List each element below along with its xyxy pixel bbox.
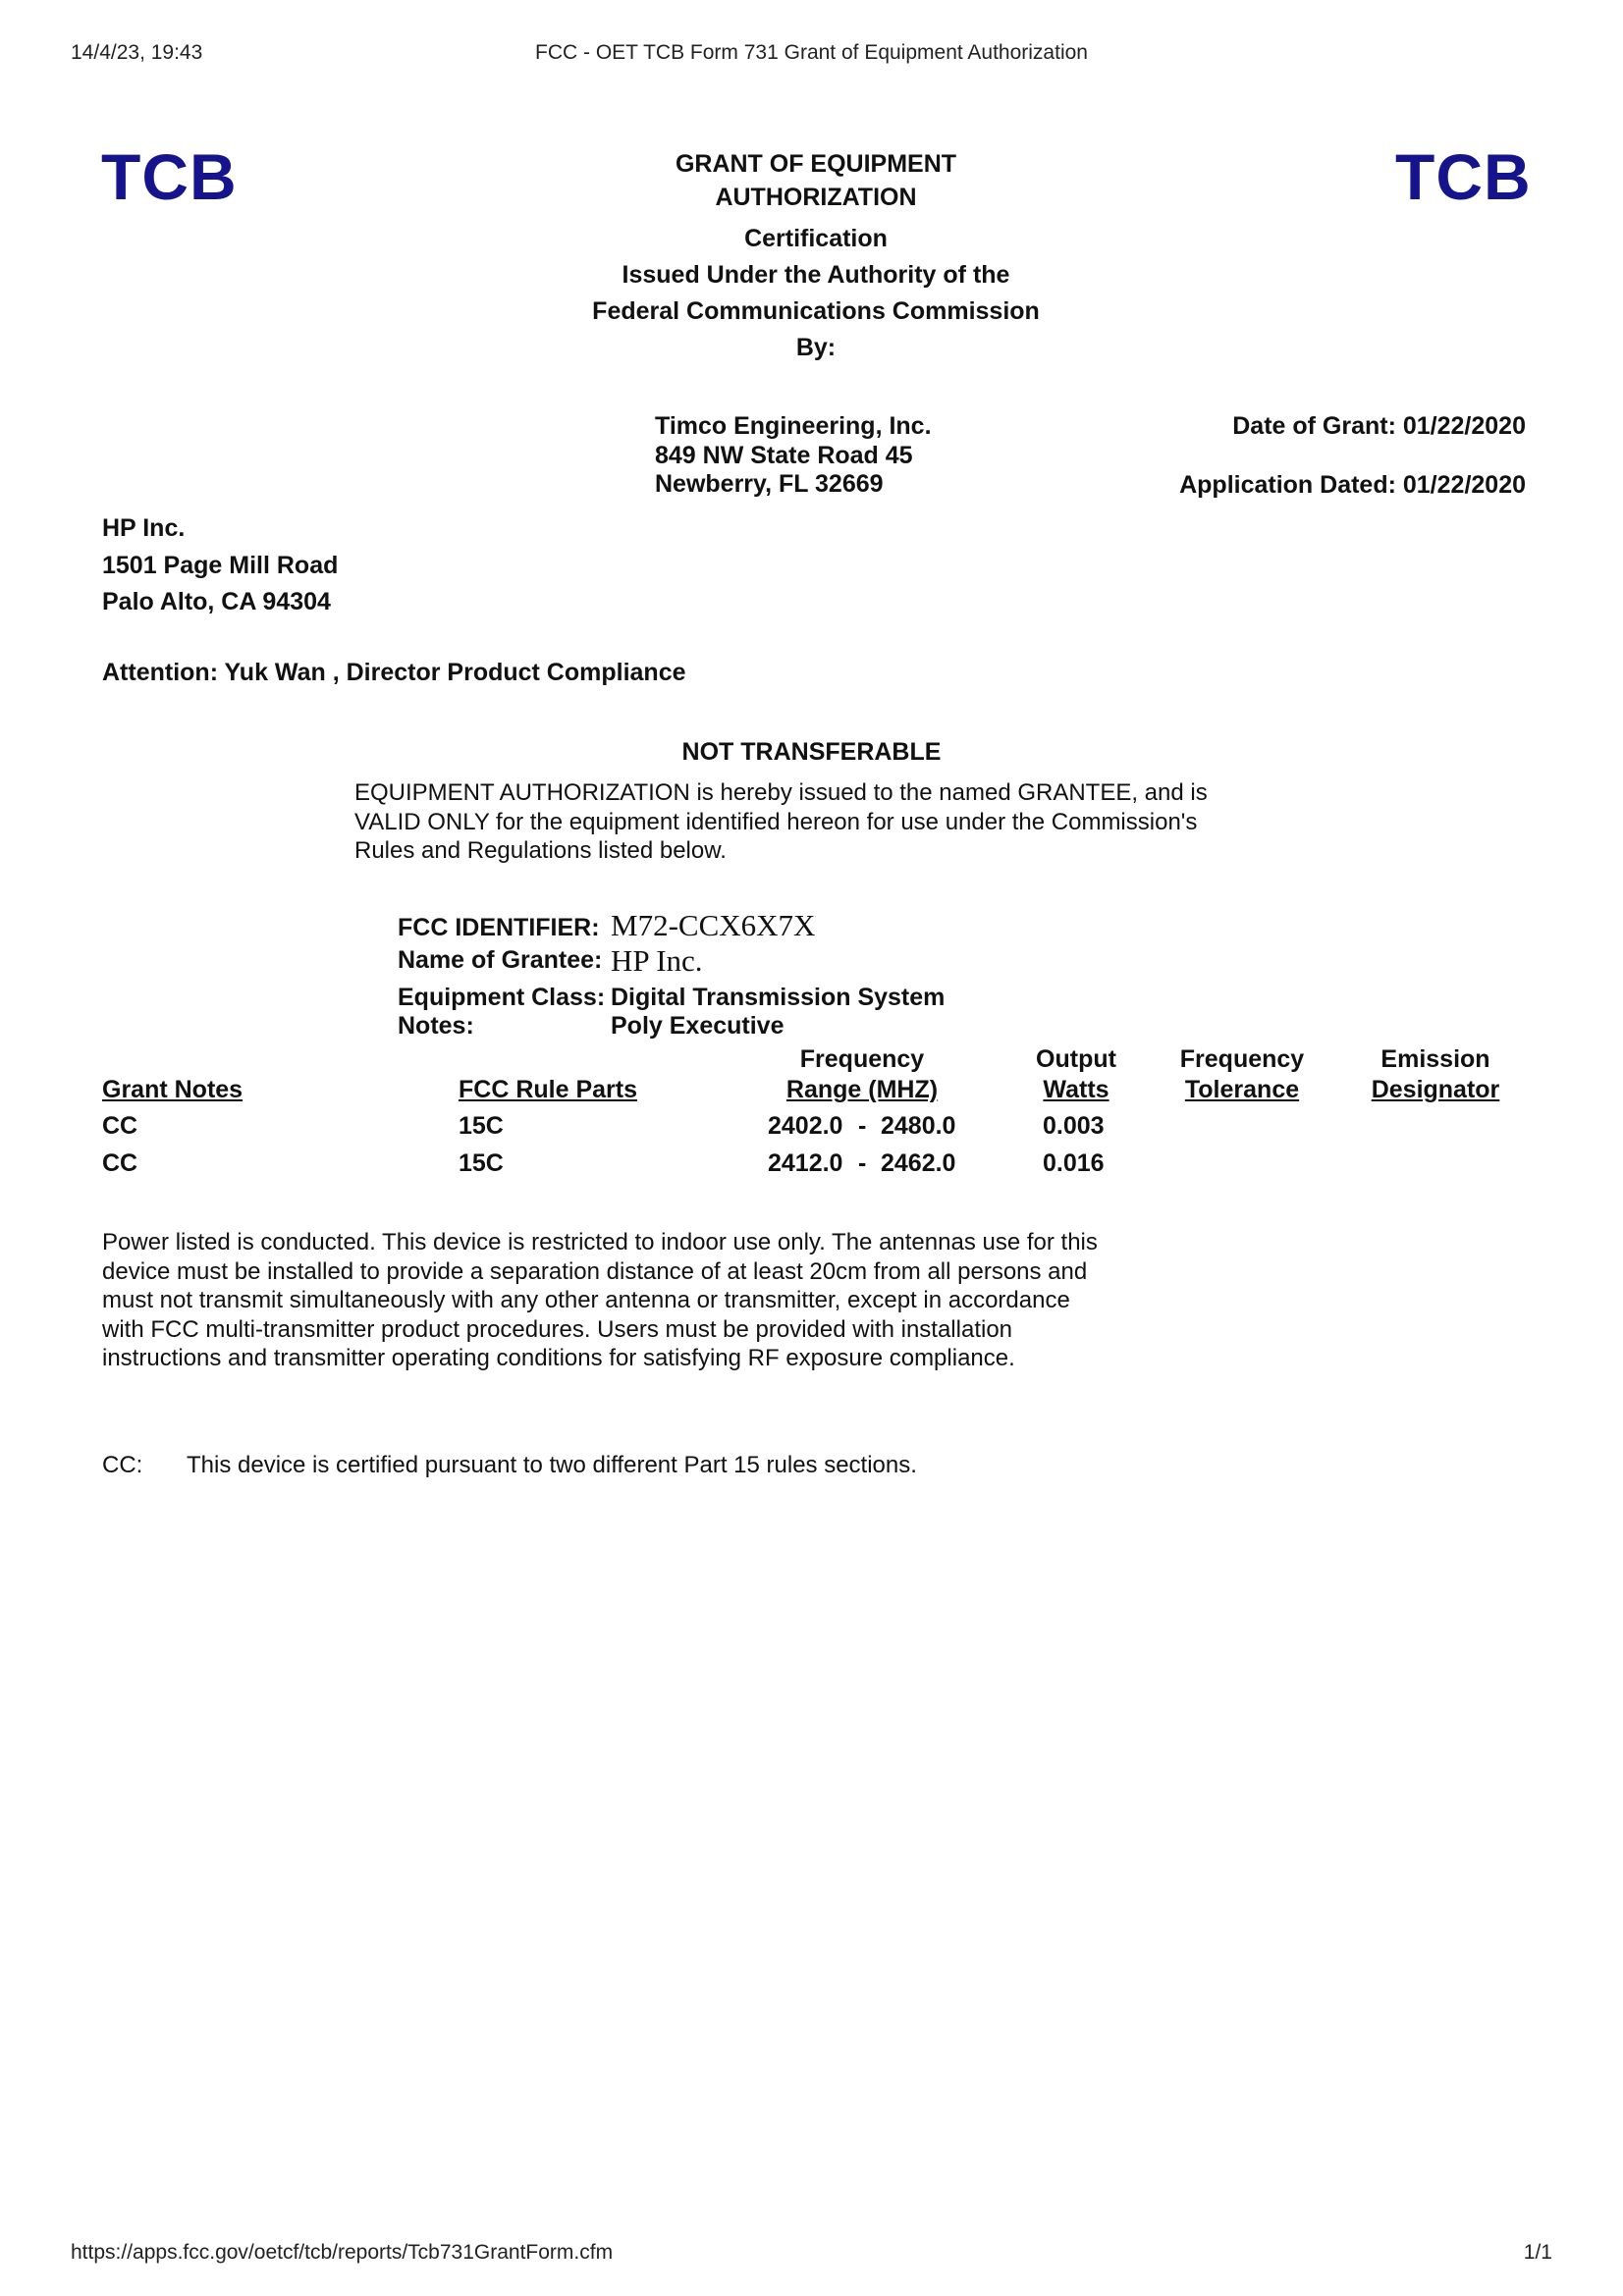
attention-line: Attention: Yuk Wan , Director Product Compliance (102, 659, 686, 686)
title-line-6: By: (795, 334, 837, 361)
header-output-watts: Output Watts (1036, 1045, 1116, 1103)
title-line-2: AUTHORIZATION (715, 184, 917, 211)
authorization-statement: EQUIPMENT AUTHORIZATION is hereby issued to the named GRANTEE, and is VALID ONLY for the equipment identified hereon for use under the Commission's Rules and Regulations listed below. (354, 779, 1208, 864)
row-frequency-separator: - (858, 1112, 867, 1140)
print-page-title: FCC - OET TCB Form 731 Grant of Equipment Authorization (535, 41, 1088, 64)
fcc-id-value: M72-CCX6X7X (611, 908, 816, 942)
row-grant-notes: CC (102, 1112, 138, 1140)
grantee-value: HP Inc. (611, 943, 703, 978)
print-url: https://apps.fcc.gov/oetcf/tcb/reports/Tcb731GrantForm.cfm (71, 2241, 614, 2264)
header-frequency-range: Frequency Range (MHZ) (785, 1045, 939, 1103)
row-frequency-high: 2462.0 (881, 1149, 956, 1177)
grantee-address-2: Palo Alto, CA 94304 (102, 588, 331, 615)
tcb-logo-left: TCB (101, 140, 238, 213)
cc-note-text: This device is certified pursuant to two different Part 15 rules sections. (187, 1452, 917, 1478)
title-line-4: Issued Under the Authority of the (622, 261, 1010, 289)
grant-conditions: Power listed is conducted. This device is restricted to indoor use only. The antennas use for this device must be installed to provide a separation distance of at least 20cm from all persons and must not transmit simultaneously with any other antenna or transmitter, except in accordance with FCC multi-transmitter product procedures. Users must be provided with installation instructions and transmitter operating conditions for satisfying RF exposure compliance. (102, 1229, 1098, 1371)
issuer-address-2: Newberry, FL 32669 (655, 470, 884, 498)
row-rule-parts: 15C (459, 1112, 504, 1140)
fcc-id-label: FCC IDENTIFIER: (398, 914, 600, 941)
date-of-grant: Date of Grant: 01/22/2020 (1232, 412, 1526, 440)
row-frequency-low: 2402.0 (768, 1112, 843, 1140)
title-line-3: Certification (744, 225, 888, 252)
issuer-block (655, 412, 932, 500)
equipment-class-label: Equipment Class: (398, 984, 606, 1011)
row-frequency-high: 2480.0 (881, 1112, 956, 1140)
tcb-logo-right: TCB (1395, 140, 1532, 213)
header-grant-notes: Grant Notes (102, 1076, 243, 1103)
title-line-1: GRANT OF EQUIPMENT (675, 150, 957, 178)
row-rule-parts: 15C (459, 1149, 504, 1177)
row-output-watts: 0.003 (1043, 1112, 1105, 1140)
header-emission-designator: Emission Designator (1371, 1045, 1500, 1103)
not-transferable-heading: NOT TRANSFERABLE (681, 738, 942, 766)
grantee-address-1: 1501 Page Mill Road (102, 551, 339, 579)
title-line-5: Federal Communications Commission (592, 297, 1040, 325)
grantee-label: Name of Grantee: (398, 946, 603, 974)
grantee-address-block (102, 510, 338, 621)
row-frequency-separator: - (858, 1149, 867, 1177)
header-rule-parts: FCC Rule Parts (459, 1076, 637, 1103)
document-title (521, 147, 1110, 214)
grantee-name: HP Inc. (102, 514, 186, 542)
header-frequency-tolerance: Frequency Tolerance (1179, 1045, 1305, 1103)
row-grant-notes: CC (102, 1149, 138, 1177)
notes-value: Poly Executive (611, 1012, 784, 1040)
notes-label: Notes: (398, 1012, 474, 1040)
cc-note-label: CC: (102, 1452, 143, 1478)
application-date: Application Dated: 01/22/2020 (1179, 471, 1526, 499)
row-output-watts: 0.016 (1043, 1149, 1105, 1177)
print-timestamp: 14/4/23, 19:43 (71, 41, 203, 64)
row-frequency-low: 2412.0 (768, 1149, 843, 1177)
authority-block (521, 221, 1110, 366)
issuer-name: Timco Engineering, Inc. (655, 412, 932, 440)
issuer-address-1: 849 NW State Road 45 (655, 441, 913, 469)
equipment-class-value: Digital Transmission System (611, 984, 946, 1011)
print-page-number: 1/1 (1523, 2241, 1552, 2264)
